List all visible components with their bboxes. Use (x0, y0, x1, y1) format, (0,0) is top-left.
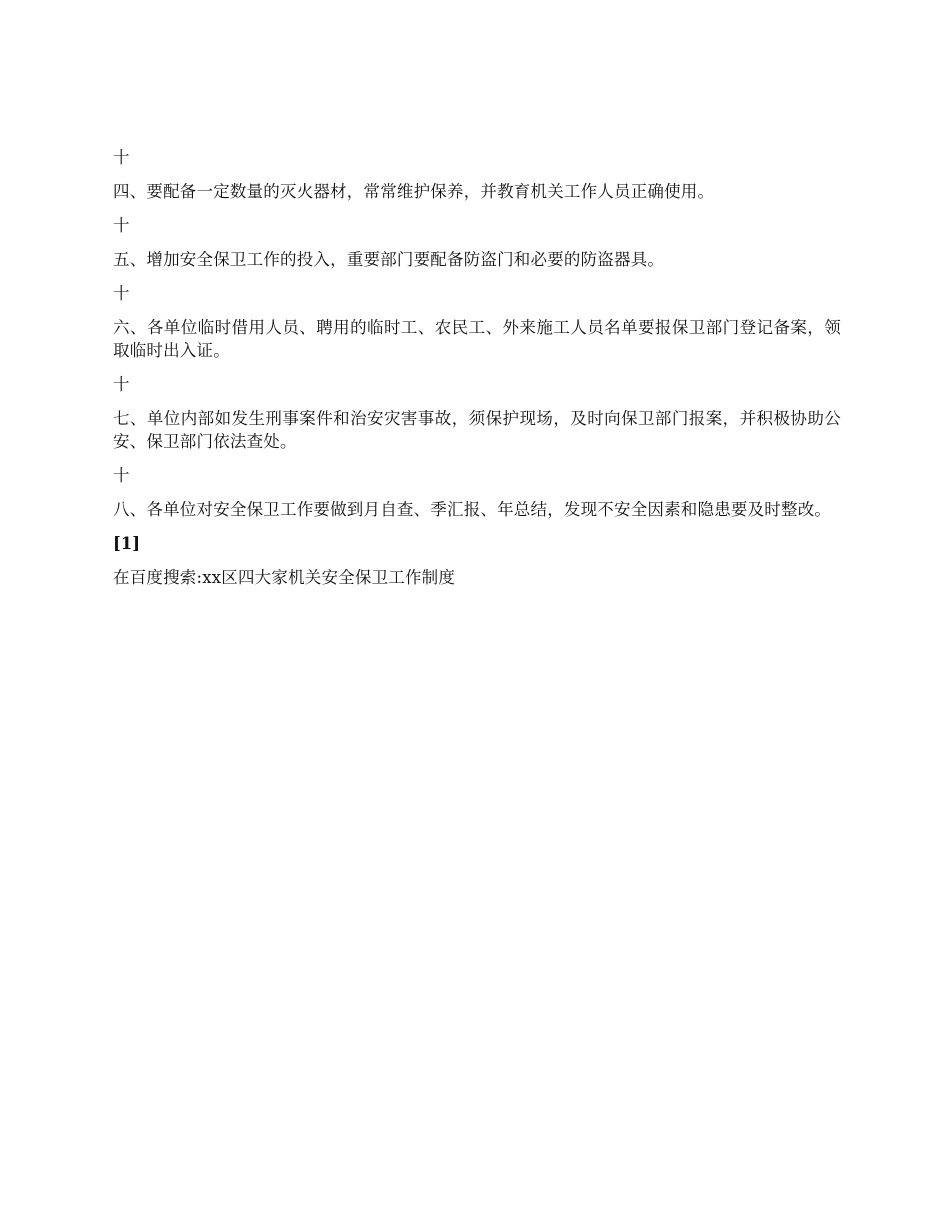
separator-mark: 十 (113, 375, 130, 394)
reference-marker: [1] (113, 534, 141, 553)
paragraph-item-6: 六、各单位临时借用人员、聘用的临时工、农民工、外来施工人员名单要报保卫部门登记备案，领取临时出入证。 (113, 318, 841, 360)
separator-mark: 十 (113, 148, 130, 167)
search-line: 在百度搜索:xx区四大家机关安全保卫工作制度 (113, 568, 456, 587)
separator-mark: 十 (113, 466, 130, 485)
paragraph-item-7: 七、单位内部如发生刑事案件和治安灾害事故，须保护现场，及时向保卫部门报案，并积极协助公安、保卫部门依法查处。 (113, 409, 841, 451)
separator-mark: 十 (113, 284, 130, 303)
paragraph-item-4: 四、要配备一定数量的灭火器材，常常维护保养，并教育机关工作人员正确使用。 (113, 182, 715, 201)
paragraph-item-8: 八、各单位对安全保卫工作要做到月自查、季汇报、年总结，发现不安全因素和隐患要及时整改。 (113, 500, 832, 519)
document-body (113, 146, 841, 589)
separator-mark: 十 (113, 216, 130, 235)
paragraph-item-5: 五、增加安全保卫工作的投入，重要部门要配备防盗门和必要的防盗器具。 (113, 250, 665, 269)
